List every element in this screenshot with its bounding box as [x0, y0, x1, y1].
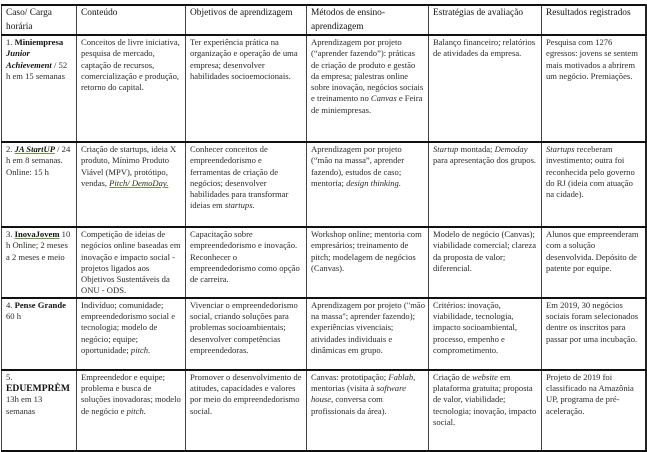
- text: para apresentação dos grupos.: [433, 155, 537, 166]
- resultados-cell: Alunos que empreenderam com a solução desenvolvida. Depósito de patente por equipe.: [542, 227, 646, 298]
- text-italic: pitch.: [130, 344, 151, 355]
- comparison-table: [1, 4, 647, 452]
- text-italic: startups.: [224, 200, 255, 211]
- text: Conhecer conceitos de empreendedorismo e ferramentas de criação de negócios; desenvolver habilidades para transformar ideias em: [190, 144, 289, 211]
- objetivos-cell: Ter experiência prática na organização e operação de uma empresa; desenvolver habilidades socioemocionais.: [186, 35, 307, 142]
- case-cell: [2, 35, 77, 142]
- table-row: [2, 227, 646, 298]
- text-italic: Pitch/ DemoDay.: [109, 177, 169, 188]
- avaliacao-cell: Modelo de negócio (Canvas); viabilidade comercial; clareza da proposta de valor; diferencial.: [429, 227, 542, 298]
- text-italic: Startup: [433, 144, 459, 154]
- case-number: 4.: [6, 299, 13, 310]
- text: , conversa com profissionais da área).: [311, 394, 387, 416]
- text-italic: pitch.: [126, 405, 146, 416]
- header-conteudo: Conteúdo: [77, 5, 186, 35]
- resultados-cell: Projeto de 2019 foi classificado na Amazônia UP, programa de pré-aceleração.: [542, 370, 646, 451]
- text: em plataforma gratuita; proposta de valor, viabilidade; tecnologia; inovação, impacto social.: [433, 371, 537, 427]
- resultados-cell: Pesquisa com 1276 egressos: jovens se sentem mais motivados a abrirem um negócio. Premiações.: [542, 35, 646, 142]
- text-italic: design thinking.: [346, 177, 401, 188]
- header-caso: Caso/ Carga horária: [2, 5, 77, 35]
- objetivos-cell: [186, 142, 307, 227]
- table-row: [2, 142, 646, 227]
- text: , mentorias (visita à: [311, 371, 416, 394]
- header-metodos: Métodos de ensino-aprendizagem: [307, 5, 429, 35]
- case-name: EDUEMPRÈM: [6, 383, 70, 395]
- text: Indivíduo; comunidade; empreendedorismo social e tecnologia; modelo de negócio; equipe; oportunidade;: [81, 299, 176, 355]
- text: e Feira de miniempresas.: [311, 93, 423, 115]
- case-cell: [2, 227, 77, 298]
- text-italic: software house: [311, 383, 406, 405]
- metodos-cell: Aprendizagem por projeto ("mão na massa"; aprender fazendo); experiências vivenciais; atividades individuais e dinâmicas em grupo.: [307, 298, 429, 370]
- text-italic: Canvas: [370, 93, 397, 104]
- metodos-cell: [307, 370, 429, 451]
- case-name: InovaJovem: [14, 229, 60, 239]
- conteudo-cell: [77, 142, 186, 227]
- conteudo-cell: Conceitos de livre iniciativa, pesquisa de mercado, captação de recursos, comercialização e produção, retorno do capital.: [77, 35, 186, 142]
- table-row: [2, 370, 646, 451]
- text-italic: Fablab: [388, 371, 414, 382]
- text-italic: website: [472, 371, 498, 382]
- text: Aprendizagem por projeto (“aprender fazendo”): práticas de criação de produto e gestão da empresa; palestras online sobre inovação, negócios sociais e treinamento no: [311, 37, 424, 104]
- header-row: [2, 5, 646, 35]
- metodos-cell: [307, 35, 429, 142]
- metodos-cell: [307, 142, 429, 227]
- table-row: [2, 35, 646, 142]
- text: montada;: [458, 144, 495, 154]
- header-resultados: Resultados registrados: [542, 5, 646, 35]
- document-page: [1, 4, 647, 452]
- text: Aprendizagem por projeto (“mão na massa”, aprender fazendo), estudos de caso; mentoria;: [311, 144, 405, 188]
- case-name: Pense Grande: [14, 299, 66, 310]
- avaliacao-cell: [429, 142, 542, 227]
- avaliacao-cell: Critérios: inovação, viabilidade, tecnologia, impacto socioambiental, processo, empenho e comprometimento.: [429, 298, 542, 370]
- resultados-cell: [542, 142, 646, 227]
- objetivos-cell: Vivenciar o empreendedorismo social, criando soluções para problemas socioambientais; desenvolver competências empreendedoras.: [186, 298, 307, 370]
- metodos-cell: Workshop online; mentoria com empresários; treinamento de pitch; modelagem de negócios (Canvas).: [307, 227, 429, 298]
- text-italic: Startups: [546, 144, 575, 154]
- case-number: 1.: [6, 37, 13, 47]
- header-objetivos: Objetivos de aprendizagem: [186, 5, 307, 35]
- case-cell: [2, 370, 77, 451]
- text: receberam investimento; outra foi reconhecida pelo governo do RJ (ideia com atuação na cidade).: [546, 144, 635, 200]
- text: Canvas: prototipação;: [311, 371, 389, 382]
- case-hours: 13h em 13 semanas: [6, 394, 43, 416]
- case-name: Miniempresa: [14, 37, 64, 47]
- text: Criação de: [433, 371, 473, 382]
- avaliacao-cell: Balanço financeiro; relatórios de atividades da empresa.: [429, 35, 542, 142]
- objetivos-cell: Promover o desenvolvimento de atitudes, capacidades e valores por meio do empreendedorismo social.: [186, 370, 307, 451]
- text: Empreendedor e equipe; problema e busca de soluções inovadoras; modelo de negócio e: [81, 371, 181, 416]
- table-row: [2, 298, 646, 370]
- case-name-italic: Junior Achievement: [6, 48, 52, 70]
- conteudo-cell: Competição de ideias de negócios online baseadas em inovação e impacto social - projetos ligados aos Objetivos Sustentáveis da ONU - ODS.: [77, 227, 186, 298]
- case-number: 2.: [6, 144, 13, 154]
- conteudo-cell: [77, 370, 186, 451]
- resultados-cell: Em 2019, 30 negócios sociais foram selecionados dentre os inscritos para passar por uma incubação.: [542, 298, 646, 370]
- case-number: 3.: [6, 229, 13, 239]
- case-name-italic: JA StartUP: [14, 144, 55, 154]
- avaliacao-cell: [429, 370, 542, 451]
- text: Criação de startups, ideia X produto, Mínimo Produto Viável (MPV), protótipo, vendas,: [81, 144, 177, 188]
- case-hours: / 24 h em 8 semanas. Online: 15 h: [6, 144, 71, 177]
- case-cell: [2, 298, 77, 370]
- case-hours: / 52 h em 15 semanas: [6, 59, 68, 81]
- conteudo-cell: [77, 298, 186, 370]
- case-number: 5.: [6, 371, 13, 382]
- case-hours: 10 h Online; 2 meses a 2 meses e meio: [6, 229, 71, 262]
- case-cell: [2, 142, 77, 227]
- objetivos-cell: Capacitação sobre empreendedorismo e inovação. Reconhecer o empreendedorismo como opção de carreira.: [186, 227, 307, 298]
- text-italic: Demoday: [494, 144, 528, 154]
- case-hours: 60 h: [6, 311, 22, 322]
- header-avaliacao: Estratégias de avaliação: [429, 5, 542, 35]
